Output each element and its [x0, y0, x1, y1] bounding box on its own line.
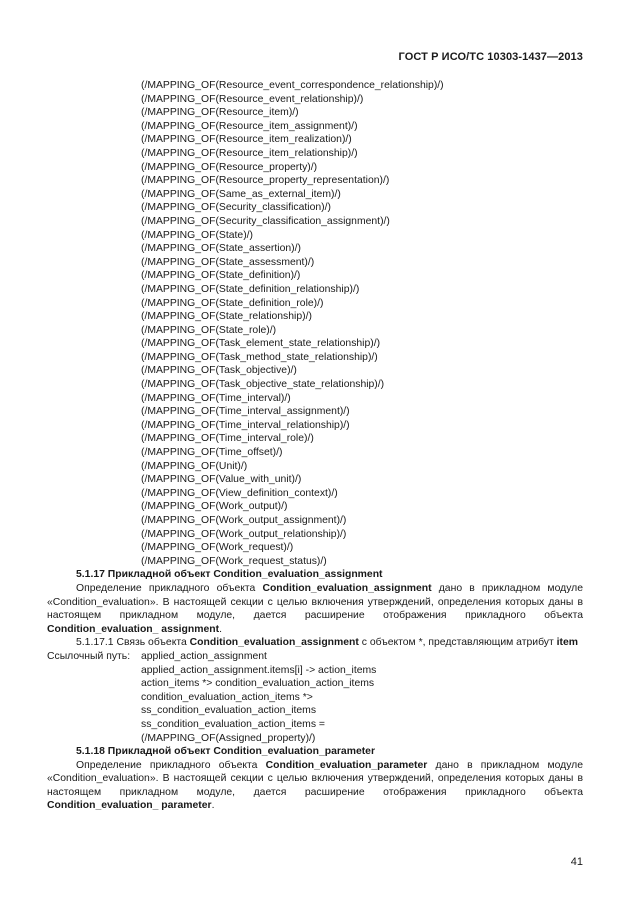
mapping-line: (/MAPPING_OF(Resource_event_relationship)/): [141, 93, 364, 105]
mapping-line: (/MAPPING_OF(Task_method_state_relationship)/): [141, 351, 378, 363]
mapping-line: (/MAPPING_OF(State_relationship)/): [141, 311, 312, 323]
reference-path-line: applied_action_assignment.items[i] -> action_items: [141, 664, 377, 676]
mapping-line: (/MAPPING_OF(Work_output_relationship)/): [141, 528, 347, 540]
entity-name-extended: Condition_evaluation_ parameter: [47, 800, 212, 812]
definition-body: дано в прикладном модуле «Condition_evaluation». В настоящей секции с целью включения утверждений, определения которых даны в настоящем прикладном модуле, дается расширение отображения прикладного объекта: [47, 582, 583, 622]
mapping-line: (/MAPPING_OF(Time_interval_relationship)/): [141, 419, 350, 431]
reference-path: [47, 650, 583, 745]
mapping-line: (/MAPPING_OF(Time_offset)/): [141, 447, 283, 459]
mapping-line: (/MAPPING_OF(Task_element_state_relationship)/): [141, 338, 381, 350]
mapping-line: (/MAPPING_OF(Security_classification)/): [141, 202, 331, 214]
mapping-line: (/MAPPING_OF(Work_request_status)/): [141, 555, 327, 567]
mapping-line: (/MAPPING_OF(Resource_item_realization)/): [141, 134, 352, 146]
mapping-line: (/MAPPING_OF(Resource_item_relationship)/): [141, 147, 358, 159]
entity-name: Condition_evaluation_assignment: [262, 582, 432, 594]
mapping-line: (/MAPPING_OF(State_role)/): [141, 324, 277, 336]
mapping-line: (/MAPPING_OF(State_definition_relationship)/): [141, 283, 360, 295]
mapping-line: (/MAPPING_OF(State_assessment)/): [141, 256, 315, 268]
definition-prefix: Определение прикладного объекта: [76, 759, 266, 771]
section-5-1-17-heading: 5.1.17 Прикладной объект Condition_evaluation_assignment: [76, 569, 383, 581]
mapping-line: (/MAPPING_OF(State_definition)/): [141, 270, 301, 282]
reference-path-line: applied_action_assignment: [141, 650, 267, 662]
mapping-line: (/MAPPING_OF(Unit)/): [141, 460, 248, 472]
document-code-header: ГОСТ Р ИСО/ТС 10303-1437—2013: [398, 51, 583, 63]
mapping-line: (/MAPPING_OF(Same_as_external_item)/): [141, 188, 341, 200]
entity-name-extended: Condition_evaluation_ assignment: [47, 623, 220, 635]
mapping-line: (/MAPPING_OF(Time_interval_role)/): [141, 433, 314, 445]
mapping-line: (/MAPPING_OF(Task_objective)/): [141, 365, 297, 377]
mapping-line: (/MAPPING_OF(View_definition_context)/): [141, 487, 338, 499]
mapping-line: (/MAPPING_OF(Resource_item_assignment)/): [141, 120, 358, 132]
mapping-line: (/MAPPING_OF(Time_interval)/): [141, 392, 291, 404]
mapping-line: (/MAPPING_OF(Work_request)/): [141, 542, 294, 554]
reference-path-lines: [141, 650, 376, 745]
mapping-line: (/MAPPING_OF(Security_classification_assignment)/): [141, 215, 390, 227]
relationship-entity: Condition_evaluation_assignment: [189, 637, 359, 649]
mapping-line: (/MAPPING_OF(State_assertion)/): [141, 243, 301, 255]
mapping-line: (/MAPPING_OF(Task_objective_state_relationship)/): [141, 379, 385, 391]
mapping-list: [47, 79, 583, 568]
reference-path-line: action_items *> condition_evaluation_action_items: [141, 678, 375, 690]
section-5-1-18-heading: 5.1.18 Прикладной объект Condition_evaluation_parameter: [76, 746, 376, 758]
mapping-line: (/MAPPING_OF(Resource_property)/): [141, 161, 318, 173]
attribute-name: item: [556, 637, 579, 649]
mapping-line: (/MAPPING_OF(Value_with_unit)/): [141, 474, 302, 486]
mapping-line: (/MAPPING_OF(State)/): [141, 229, 254, 241]
section-5-1-17-1-relationship: [47, 636, 583, 650]
page-content: [47, 79, 583, 813]
relationship-prefix: 5.1.17.1 Связь объекта: [76, 637, 190, 649]
mapping-line: (/MAPPING_OF(State_definition_role)/): [141, 297, 324, 309]
mapping-line: (/MAPPING_OF(Work_output_assignment)/): [141, 515, 347, 526]
mapping-line: (/MAPPING_OF(Time_interval_assignment)/): [141, 406, 350, 418]
reference-path-label: Ссылочный путь:: [47, 650, 131, 662]
definition-body: дано в прикладном модуле «Condition_evaluation». В настоящей секции с целью включения утверждений, определения которых даны в настоящем прикладном модуле, дается расширение отображения прикладного объекта: [47, 759, 584, 798]
definition-prefix: Определение прикладного объекта: [76, 582, 263, 594]
mapping-line: (/MAPPING_OF(Work_output)/): [141, 501, 288, 513]
mapping-line: (/MAPPING_OF(Resource_item)/): [141, 107, 299, 119]
reference-path-line: (/MAPPING_OF(Assigned_property)/): [141, 732, 316, 744]
mapping-line: (/MAPPING_OF(Resource_property_representation)/): [141, 175, 390, 187]
entity-name: Condition_evaluation_parameter: [265, 759, 428, 771]
section-5-1-17-definition: Определение прикладного объекта Condition_evaluation_assignment дано в прикладном модуле «Condition_evaluation». В настоящей секции с целью включения утверждений, определения которых даны в настоящем прикладном модуле, дается расширение отображения прикладного объекта Condition_evaluation_ assignment.: [47, 582, 583, 635]
section-5-1-18-definition: Определение прикладного объекта Condition_evaluation_parameter дано в прикладном модуле «Condition_evaluation». В настоящей секции с целью включения утверждений, определения которых даны в настоящем прикладном модуле, дается расширение отображения прикладного объекта Condition_evaluation_ parameter.: [47, 759, 584, 812]
mapping-line: (/MAPPING_OF(Resource_event_correspondence_relationship)/): [141, 80, 444, 91]
reference-path-line: ss_condition_evaluation_action_items =: [141, 718, 325, 730]
reference-path-line: ss_condition_evaluation_action_items: [141, 705, 317, 717]
page-number: 41: [570, 856, 583, 868]
reference-path-line: condition_evaluation_action_items *>: [141, 691, 313, 703]
relationship-body: с объектом *, представляющим атрибут: [358, 637, 557, 649]
